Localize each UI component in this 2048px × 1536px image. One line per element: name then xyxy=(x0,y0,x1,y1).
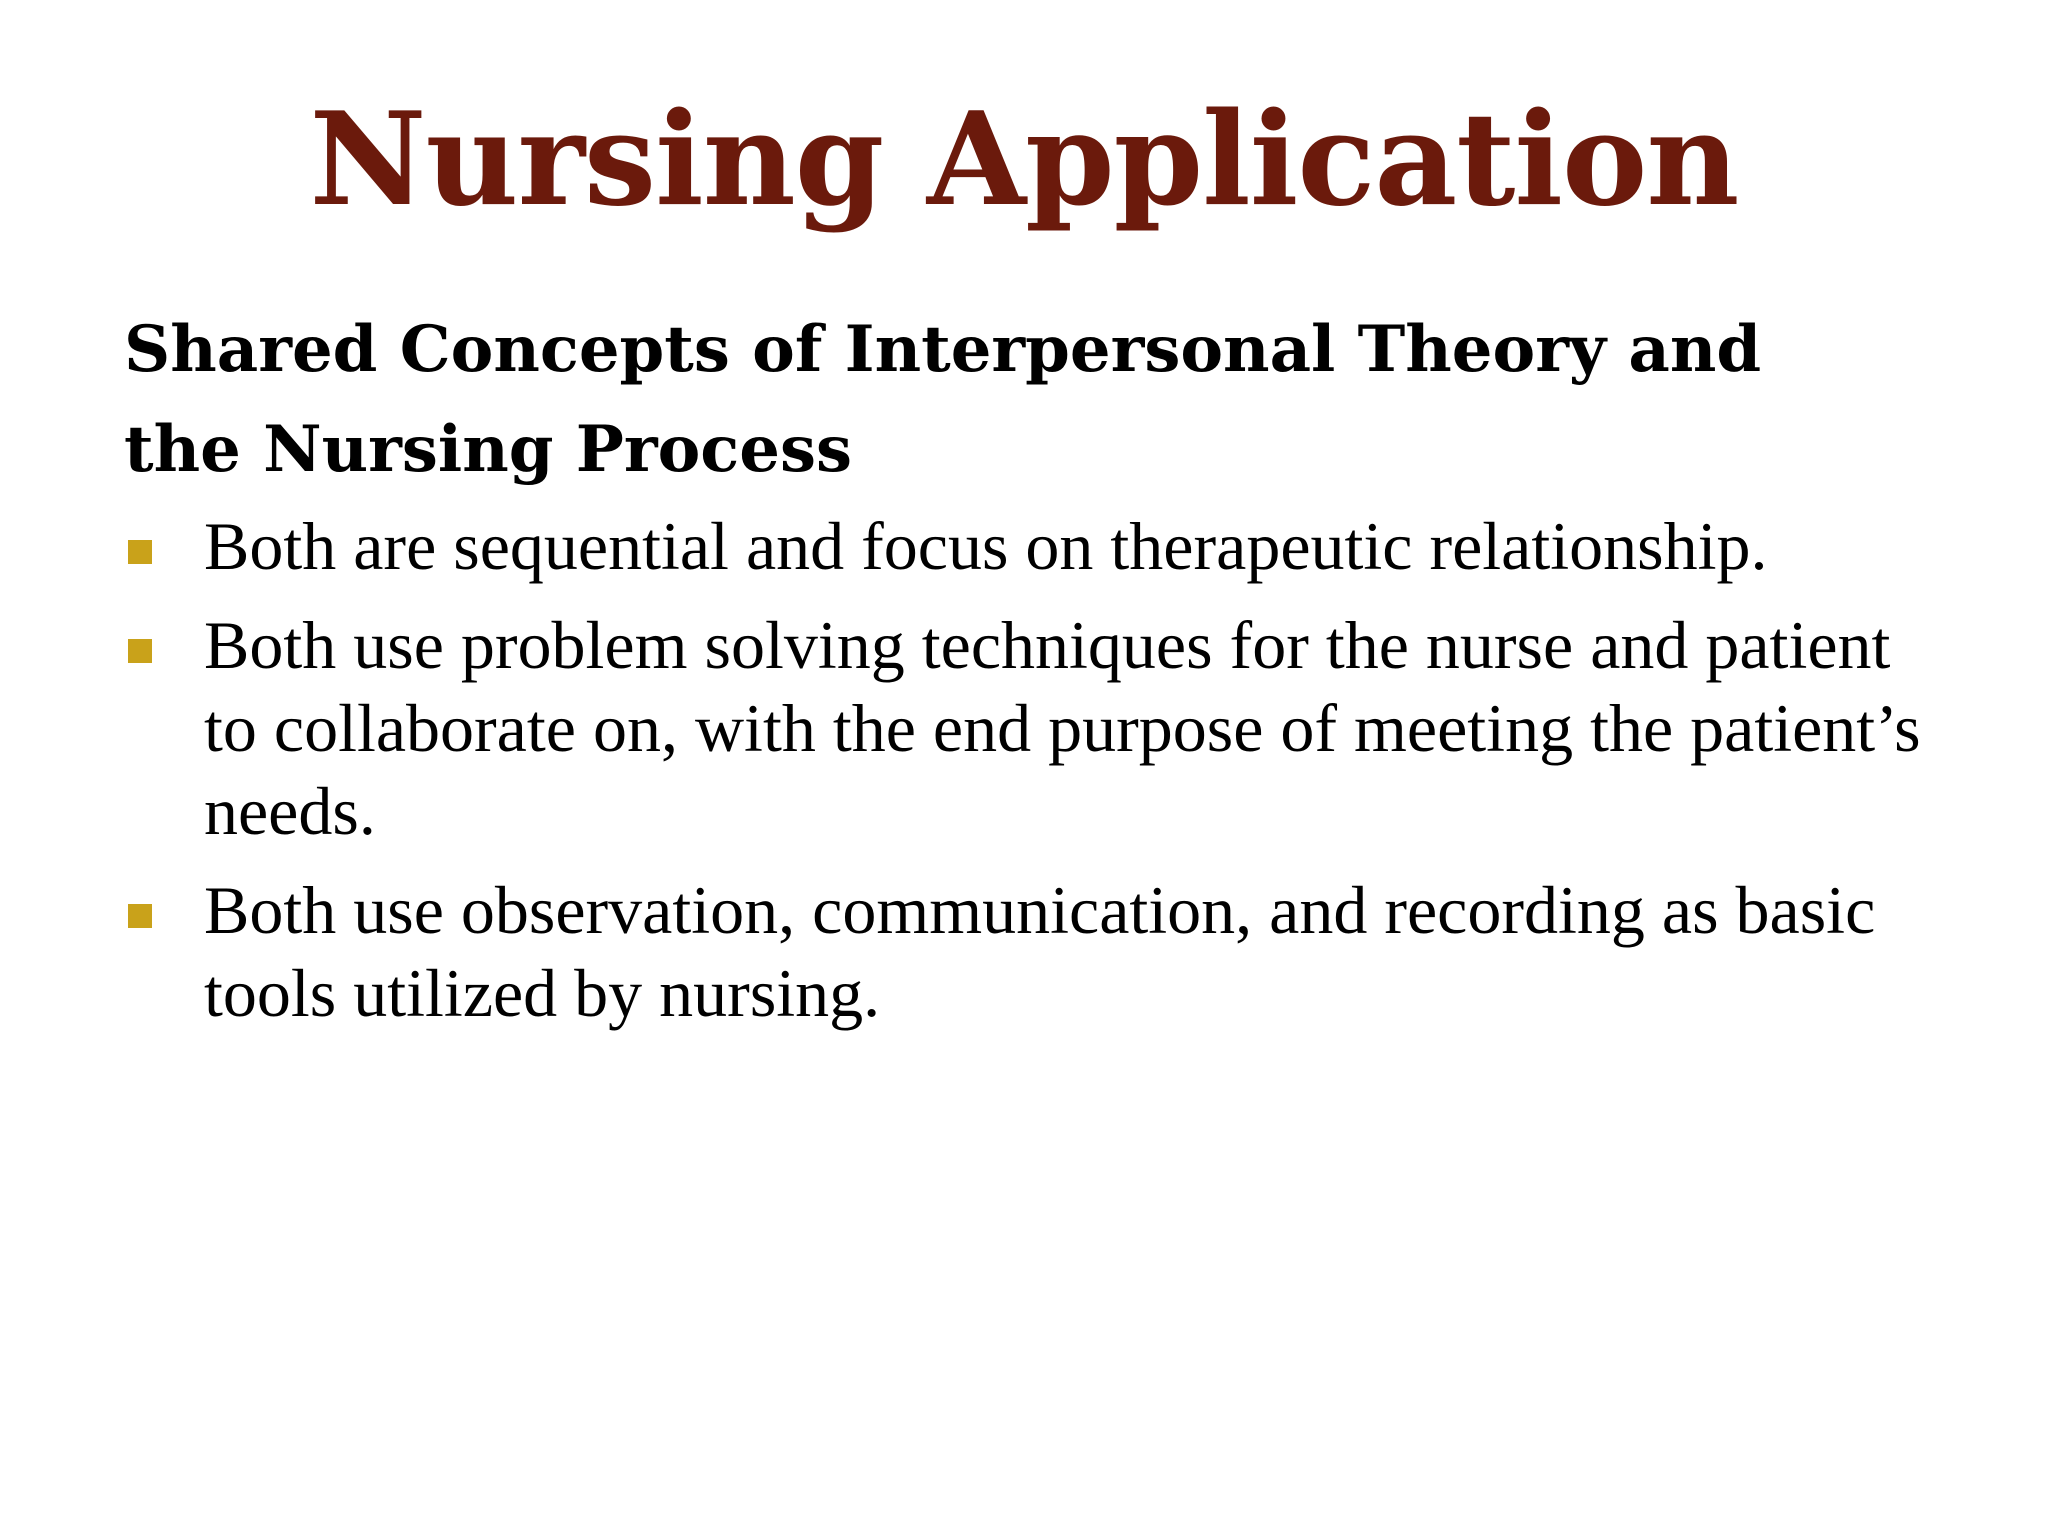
square-bullet-icon xyxy=(128,904,152,928)
subheading-line-2: the Nursing Process xyxy=(124,412,853,487)
bullet-text: Both use observation, communication, and recording as basic tools utilized by nursing. xyxy=(204,872,1876,1031)
square-bullet-icon xyxy=(128,639,152,663)
slide-title: Nursing Application xyxy=(309,85,1739,235)
bullet-text: Both use problem solving techniques for the nurse and patient to collaborate on, with the end purpose of meeting the patient’s needs. xyxy=(204,607,1921,849)
bullet-text: Both are sequential and focus on therapeutic relationship. xyxy=(204,508,1768,584)
bullet-item xyxy=(124,869,1924,1035)
bullet-item xyxy=(124,604,1924,853)
subheading-line-1: Shared Concepts of Interpersonal Theory and xyxy=(124,312,1762,387)
square-bullet-icon xyxy=(128,540,152,564)
subheading xyxy=(124,300,1924,500)
bullet-item xyxy=(124,505,1924,588)
bullet-list xyxy=(124,505,1924,1051)
